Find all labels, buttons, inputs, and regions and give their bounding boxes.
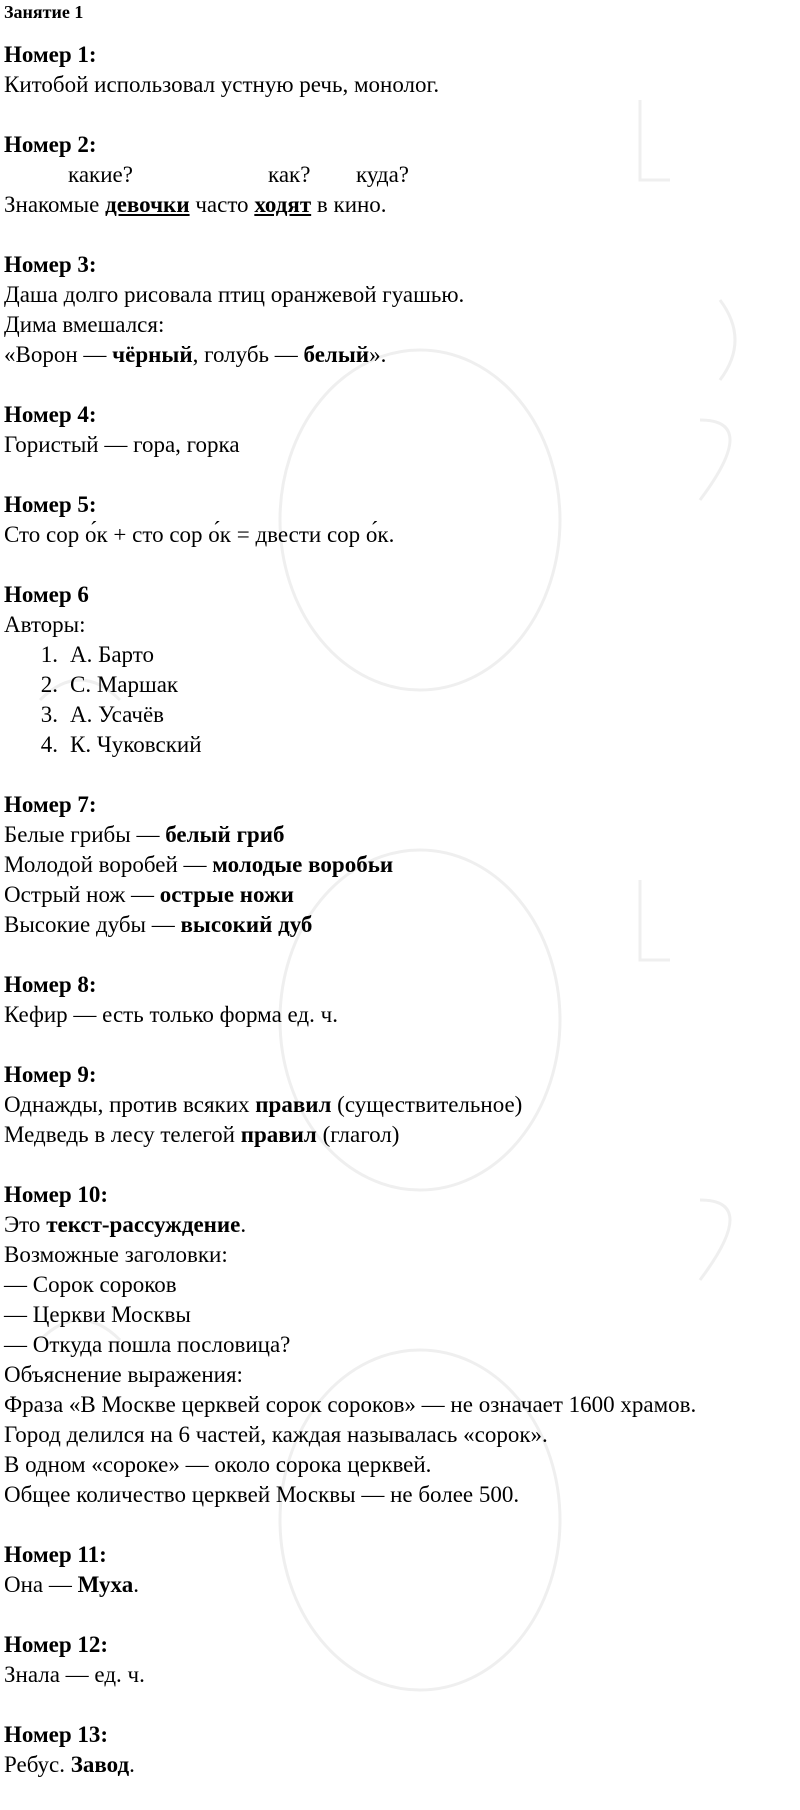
- answer-line: [4, 1570, 796, 1600]
- exercise-title: Номер 13:: [4, 1722, 109, 1747]
- bold-word: правил: [255, 1092, 332, 1117]
- text-fragment: Медведь в лесу телегой: [4, 1122, 241, 1147]
- exercise-title: Номер 5:: [4, 492, 97, 517]
- answer-line: [4, 1210, 796, 1240]
- answer-line: [4, 1750, 796, 1780]
- underlined-predicate: ходят: [254, 192, 312, 217]
- answer-line: В одном «сороке» — около сорока церквей.: [4, 1452, 432, 1477]
- authors-list: [4, 640, 796, 760]
- answer-line: [4, 850, 796, 880]
- list-number: 1.: [40, 642, 58, 667]
- author-name: К. Чуковский: [70, 732, 202, 757]
- text-fragment: (глагол): [316, 1122, 400, 1147]
- quote-line: [4, 340, 796, 370]
- bold-word: правил: [240, 1122, 317, 1147]
- text-fragment: Высокие дубы —: [4, 912, 181, 937]
- text-fragment: (существительное): [331, 1092, 523, 1117]
- exercise-title: Номер 12:: [4, 1632, 109, 1657]
- answer-line: Фраза «В Москве церквей сорок сороков» — не означает 1600 храмов.: [4, 1392, 697, 1417]
- answer-line: Кефир — есть только форма ед. ч.: [4, 1002, 338, 1027]
- question-words-row: [4, 160, 796, 190]
- text-fragment: ».: [369, 342, 387, 367]
- bold-word: Завод: [70, 1752, 130, 1777]
- text-fragment: Молодой воробей —: [4, 852, 213, 877]
- answer-line: [4, 820, 796, 850]
- exercise-10: [4, 1180, 796, 1510]
- bold-word: белый гриб: [165, 822, 285, 847]
- answer-line: [4, 1090, 796, 1120]
- exercise-title: Номер 11:: [4, 1542, 107, 1567]
- answer-line: — Церкви Москвы: [4, 1302, 191, 1327]
- answer-line: [4, 880, 796, 910]
- exercise-title: Номер 9:: [4, 1062, 97, 1087]
- text-fragment: Белые грибы —: [4, 822, 166, 847]
- answer-line: — Откуда пошла пословица?: [4, 1332, 291, 1357]
- answer-line: [4, 910, 796, 940]
- lesson-title: Занятие 1: [4, 2, 84, 22]
- text-fragment: Знакомые: [4, 192, 106, 217]
- answer-line: Общее количество церквей Москвы — не более 500.: [4, 1482, 520, 1507]
- text-fragment: Она —: [4, 1572, 78, 1597]
- exercise-title: Номер 1:: [4, 42, 97, 67]
- list-item: [4, 640, 796, 670]
- author-name: С. Маршак: [70, 672, 179, 697]
- exercise-7: [4, 790, 796, 940]
- text-fragment: .: [133, 1572, 139, 1597]
- text-fragment: в кино.: [311, 192, 387, 217]
- exercise-8: [4, 970, 796, 1030]
- text-fragment: Острый нож —: [4, 882, 160, 907]
- exercise-6: [4, 580, 796, 760]
- exercise-title: Номер 4:: [4, 402, 97, 427]
- bold-word: текст-рассуждение: [46, 1212, 241, 1237]
- text-fragment: .: [129, 1752, 135, 1777]
- exercise-9: [4, 1060, 796, 1150]
- exercise-title: Номер 8:: [4, 972, 97, 997]
- exercise-5: [4, 490, 796, 550]
- list-item: [4, 670, 796, 700]
- bold-word: белый: [303, 342, 370, 367]
- list-number: 4.: [40, 732, 58, 757]
- text-fragment: .: [240, 1212, 247, 1237]
- list-number: 3.: [40, 702, 58, 727]
- text-fragment: Однажды, против всяких: [4, 1092, 256, 1117]
- exercise-12: [4, 1630, 796, 1690]
- answer-line: Авторы:: [4, 612, 86, 637]
- answer-line: Дима вмешался:: [4, 312, 165, 337]
- text-fragment: Ребус.: [4, 1752, 71, 1777]
- answer-line: Город делился на 6 частей, каждая называлась «сорок».: [4, 1422, 548, 1447]
- answer-line: Объяснение выражения:: [4, 1362, 243, 1387]
- exercise-11: [4, 1540, 796, 1600]
- author-name: А. Барто: [70, 642, 154, 667]
- exercise-title: Номер 6: [4, 582, 89, 607]
- bold-word: чёрный: [112, 342, 193, 367]
- question-word: какие?: [68, 162, 133, 187]
- exercise-13: [4, 1720, 796, 1780]
- question-word: куда?: [356, 162, 410, 187]
- underlined-subject: девочки: [105, 192, 190, 217]
- answer-line: Знала — ед. ч.: [4, 1662, 145, 1687]
- answer-line: — Сорок сороков: [4, 1272, 177, 1297]
- exercise-title: Номер 7:: [4, 792, 97, 817]
- exercise-2: [4, 130, 796, 220]
- list-number: 2.: [40, 672, 58, 697]
- exercise-title: Номер 10:: [4, 1182, 109, 1207]
- exercise-4: [4, 400, 796, 460]
- bold-word: Муха: [77, 1572, 134, 1597]
- answer-line: Сто сор о́к + сто сор о́к = двести сор о́к.: [4, 522, 395, 547]
- exercise-title: Номер 3:: [4, 252, 97, 277]
- author-name: А. Усачёв: [70, 702, 165, 727]
- question-word: как?: [268, 162, 311, 187]
- text-fragment: , голубь —: [192, 342, 304, 367]
- answer-line: Китобой использовал устную речь, монолог.: [4, 72, 440, 97]
- text-fragment: «Ворон —: [4, 342, 113, 367]
- parsed-sentence: [4, 190, 796, 220]
- bold-word: высокий дуб: [180, 912, 313, 937]
- text-fragment: часто: [189, 192, 255, 217]
- bold-word: молодые воробьи: [212, 852, 394, 877]
- answer-line: Даша долго рисовала птиц оранжевой гуашью.: [4, 282, 465, 307]
- document-page: [4, 0, 796, 1810]
- exercise-title: Номер 2:: [4, 132, 97, 157]
- answer-line: Возможные заголовки:: [4, 1242, 228, 1267]
- bold-word: острые ножи: [159, 882, 294, 907]
- exercise-1: [4, 40, 796, 100]
- answer-line: [4, 1120, 796, 1150]
- exercise-3: [4, 250, 796, 370]
- list-item: [4, 700, 796, 730]
- text-fragment: Это: [4, 1212, 47, 1237]
- list-item: [4, 730, 796, 760]
- answer-line: Гористый — гора, горка: [4, 432, 240, 457]
